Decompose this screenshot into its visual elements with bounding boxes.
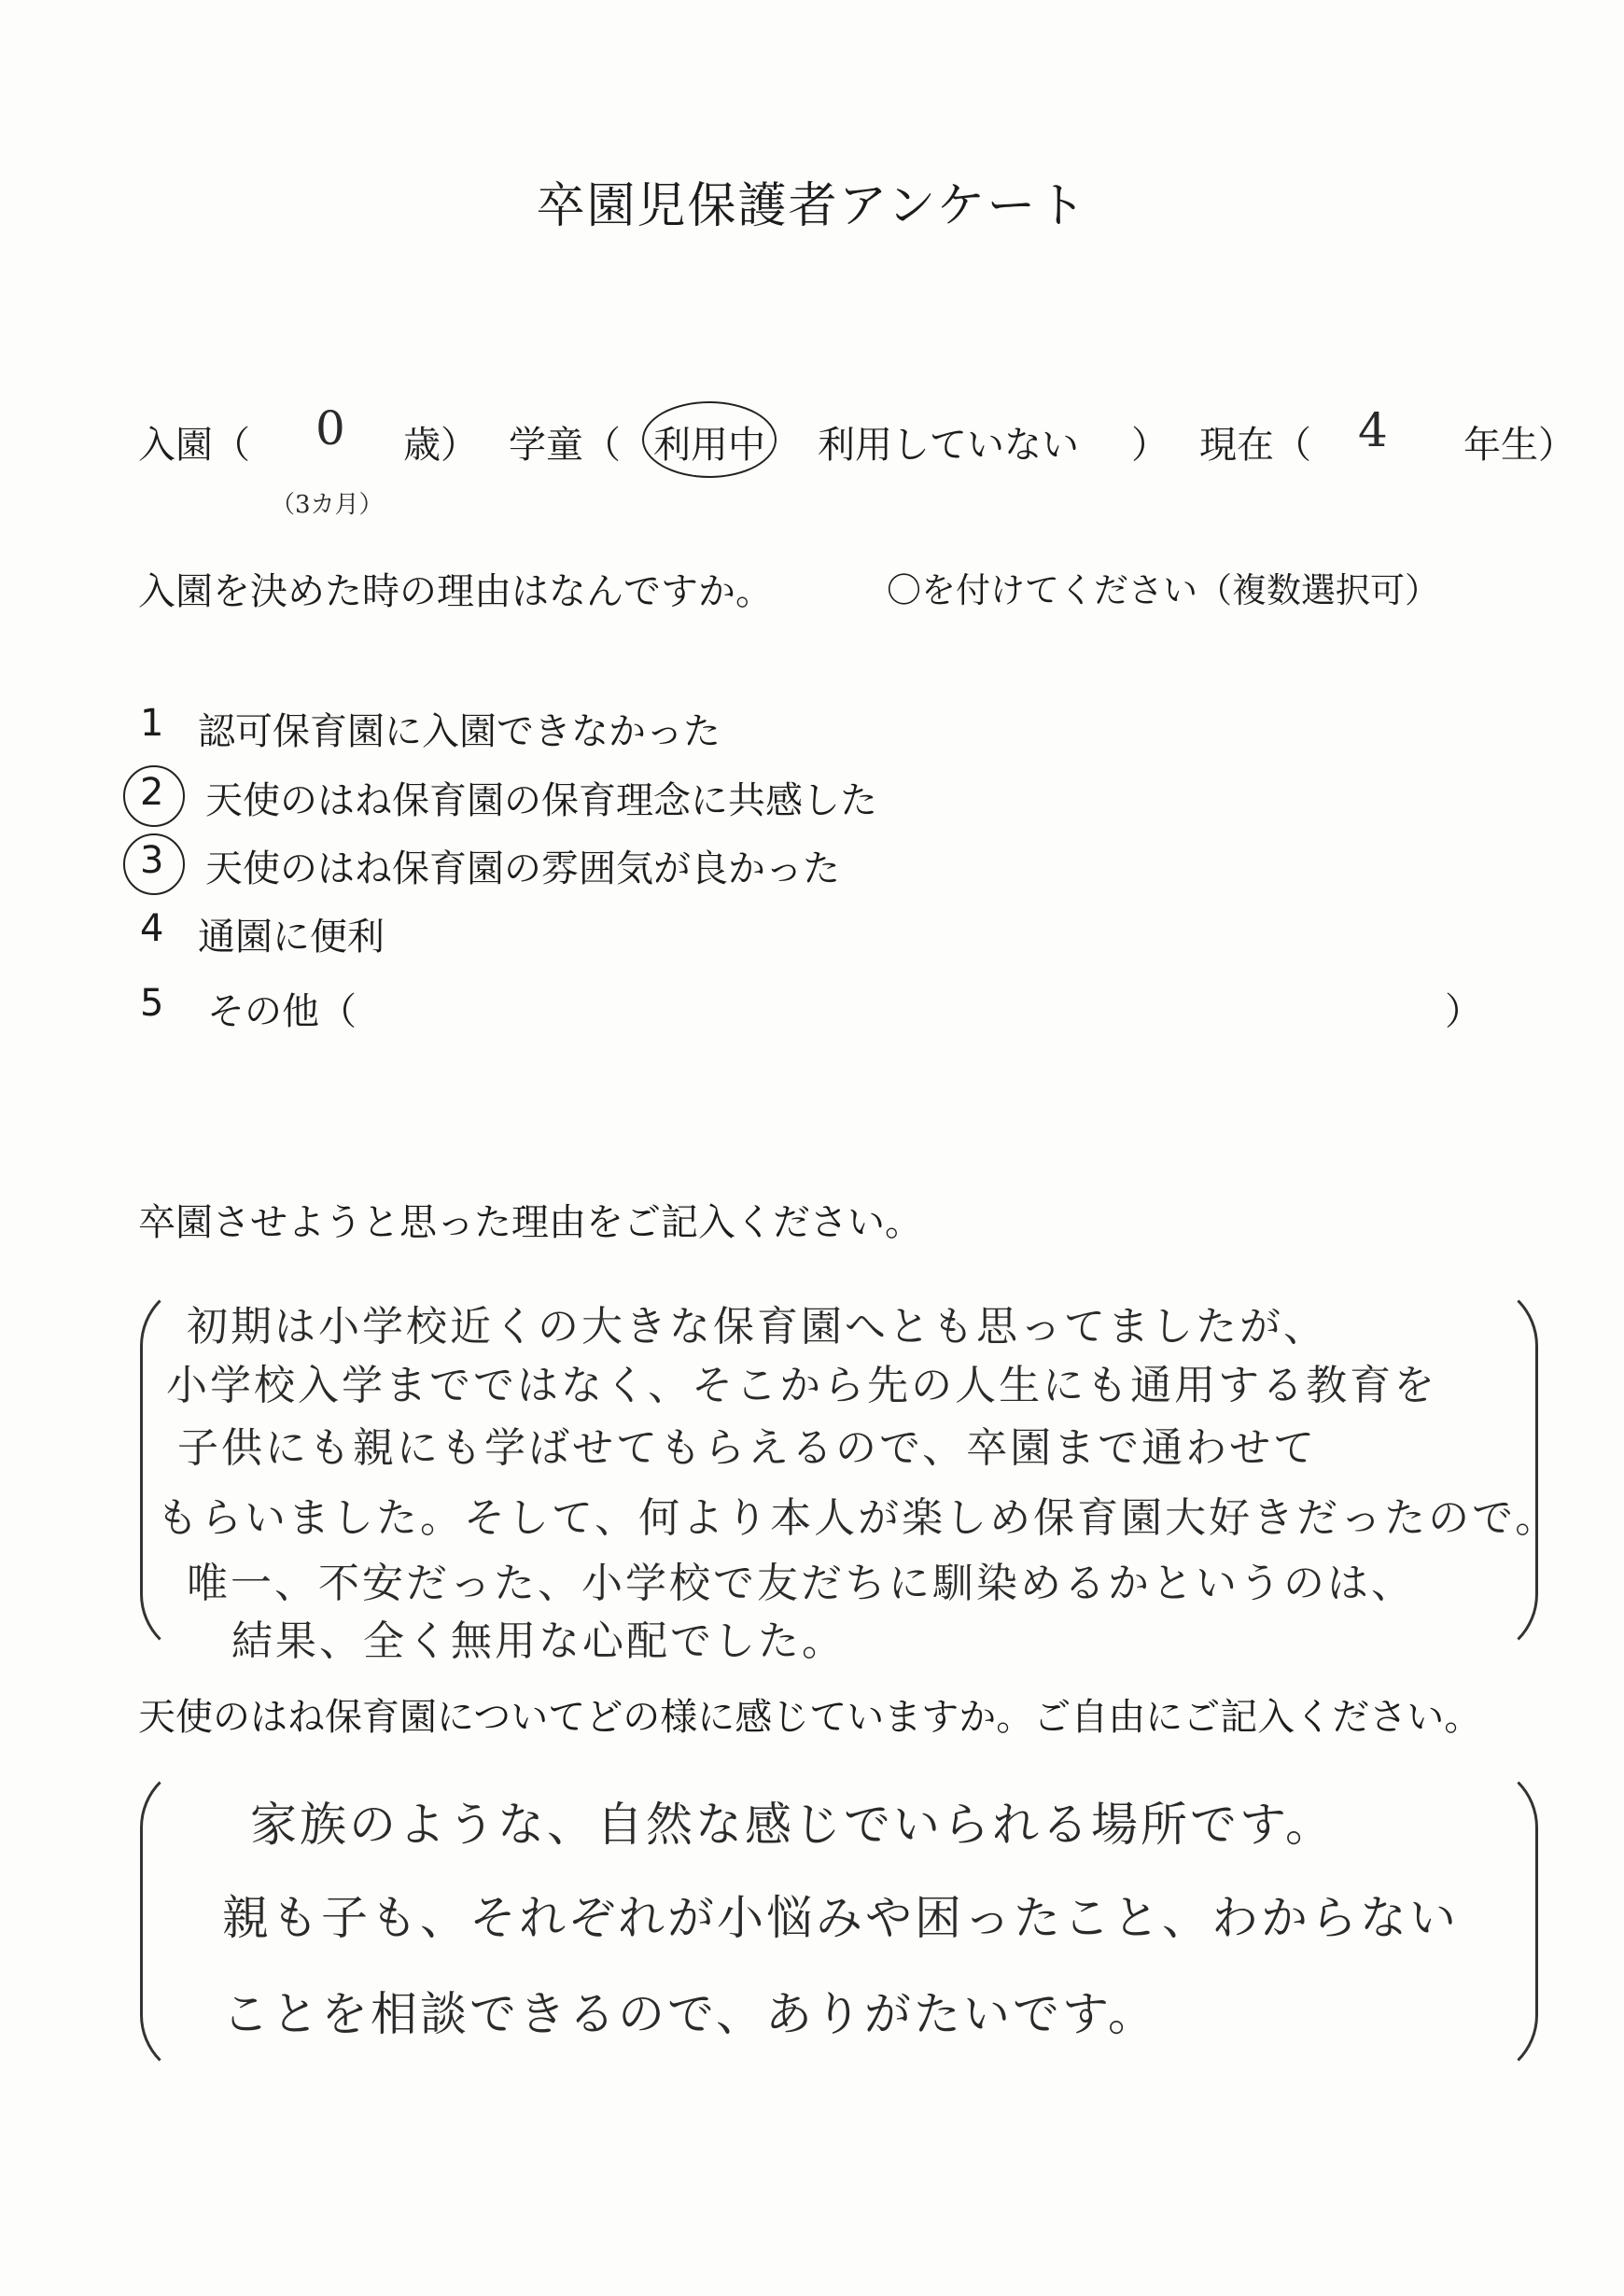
gakudo-option-using[interactable]: 利用中 [653, 424, 765, 467]
option-number: 2 [140, 771, 164, 814]
entry-age-value[interactable]: 0 [315, 401, 348, 455]
option-number: 1 [140, 702, 164, 745]
answer-line: もらいました。そして、何より本人が楽しめ保育園大好きだったので。 [157, 1494, 1560, 1542]
entry-age-note: （3カ月） [271, 491, 384, 519]
current-grade-unit: 年生） [1463, 424, 1575, 467]
answer-line: 家族のような、自然な感じでいられる場所です。 [250, 1798, 1335, 1852]
option-other-close: ） [1445, 990, 1482, 1033]
option-text: その他（ [207, 990, 357, 1033]
answer-line: ことを相談できるので、ありがたいです。 [222, 1987, 1157, 2041]
answer-line: 唯一、不安だった、小学校で友だちに馴染めるかというのは、 [187, 1560, 1415, 1607]
option-number: 3 [140, 839, 164, 882]
question1-prompt: 入園を決めた時の理由はなんですか。 [138, 570, 773, 613]
gakudo-label: 学童（ [509, 424, 621, 467]
entry-age-unit: 歳） [403, 424, 478, 467]
gakudo-close: ） [1131, 424, 1169, 467]
option-text: 認可保育園に入園できなかった [198, 710, 721, 753]
option-text: 通園に便利 [198, 916, 385, 959]
option-text: 天使のはね保育園の雰囲気が良かった [205, 847, 840, 890]
option-number: 5 [140, 982, 164, 1025]
option-number: 4 [140, 907, 164, 950]
current-grade-value[interactable]: 4 [1358, 403, 1391, 457]
selection-circle-icon [642, 401, 777, 478]
answer-line: 子供にも親にも学ばせてもらえるので、卒園まで通わせて [177, 1424, 1318, 1472]
entry-label: 入園（ [138, 424, 250, 467]
question1-instruction: 〇を付けてください（複数選択可） [887, 570, 1439, 610]
answer-line: 親も子も、それぞれが小悩みや困ったこと、わからない [222, 1891, 1459, 1945]
question3-prompt: 天使のはね保育園についてどの様に感じていますか。ご自由にご記入ください。 [138, 1696, 1482, 1739]
answer-line: 小学校入学までではなく、そこから先の人生にも通用する教育を [166, 1362, 1438, 1409]
answer-line: 初期は小学校近くの大きな保育園へとも思ってましたが、 [187, 1303, 1327, 1351]
answer-line: 結果、全く無用な心配でした。 [231, 1617, 846, 1665]
current-label: 現在（ [1199, 424, 1311, 467]
option-text: 天使のはね保育園の保育理念に共感した [205, 779, 877, 822]
gakudo-option-not-using[interactable]: 利用していない [818, 424, 1079, 467]
question2-prompt: 卒園させようと思った理由をご記入ください。 [138, 1201, 922, 1244]
page-title: 卒園児保護者アンケート [536, 178, 1088, 234]
